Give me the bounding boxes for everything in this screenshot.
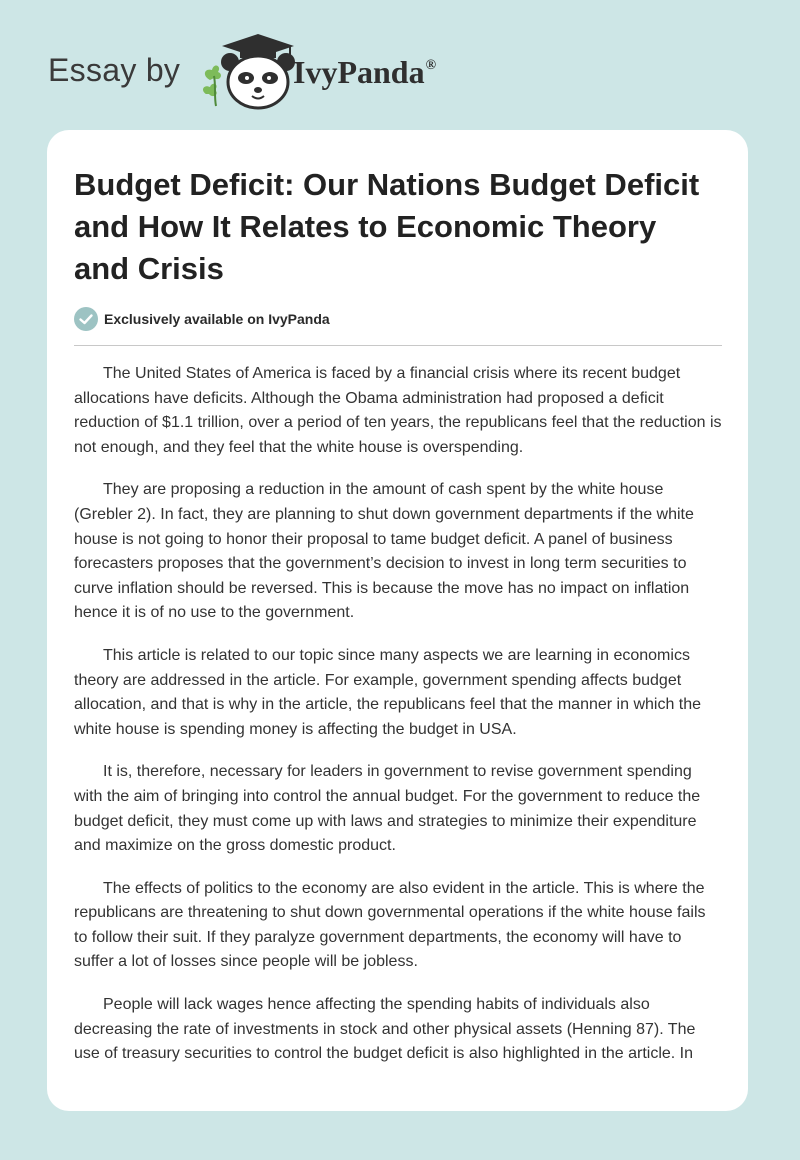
essay-card — [47, 130, 748, 1111]
paragraph: The United States of America is faced by a financial crisis where its recent budget allocations have deficits. Although the Obama administration had proposed a deficit reduction of $1.1 trillion, over a period of ten years, the republicans feel that the reduction is not enough, and they feel that the white house is overspending. — [74, 365, 722, 456]
essay-body — [74, 362, 722, 1085]
paragraph: It is, therefore, necessary for leaders in government to revise government spending with the aim of bringing into control the annual budget. For the government to reduce the budget deficit, they must come up with laws and strategies to minimize their expenditure and maximize on the gross domestic product. — [74, 763, 701, 855]
ivy-leaf-icon — [203, 66, 221, 106]
paragraph: This article is related to our topic since many aspects we are learning in economics theory are addressed in the article. For example, government spending affects budget allocation, and that is why in the article, the republicans feel that the manner in which the white house is spending money is affecting the budget in USA. — [74, 646, 702, 738]
check-circle-icon — [74, 307, 98, 331]
page-title: Budget Deficit: Our Nations Budget Deficit and How It Relates to Economic Theory and Crisis — [74, 167, 700, 286]
divider — [74, 345, 722, 346]
exclusive-label: Exclusively available on IvyPanda — [104, 311, 330, 327]
brand-name[interactable] — [293, 54, 436, 91]
site-header — [0, 0, 800, 130]
panda-graduation-icon[interactable] — [200, 32, 300, 110]
exclusive-badge — [74, 307, 330, 331]
paragraph: People will lack wages hence affecting the spending habits of individuals also decreasing the rate of investments in stock and other physical assets (Henning 87). The use of treasury securities to control the budget deficit is also highlighted in the article. In — [74, 996, 696, 1063]
paragraph: The effects of politics to the economy are also evident in the article. This is where the republicans are threatening to shut down governmental operations if the white house fails to follow their suit. If they paralyze government departments, the economy will have to suffer a lot of losses since people will be jobless. — [74, 879, 706, 971]
brand-text: IvyPanda — [293, 54, 425, 90]
registered-mark: ® — [425, 58, 437, 73]
paragraph: They are proposing a reduction in the amount of cash spent by the white house (Grebler 2). In fact, they are planning to shut down government departments if the white house is not going to honor their proposal to tame budget deficit. A panel of business forecasters proposes that the government’s decision to invest in long term securities to curve inflation should be reversed. This is because the move has no impact on inflation hence it is of no use to the government. — [74, 481, 694, 622]
essay-by-label: Essay by — [48, 52, 181, 88]
